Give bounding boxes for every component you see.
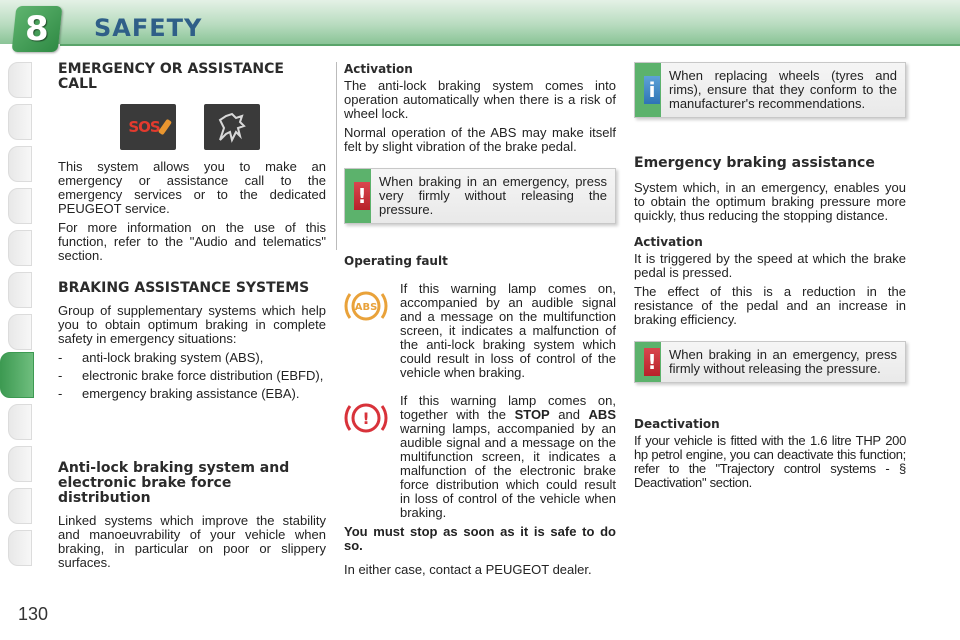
brake-lamp-label: ! [362, 409, 370, 428]
chapter-tab[interactable] [8, 530, 32, 566]
chapter-tab[interactable] [8, 488, 32, 524]
chapter-number: 8 [25, 9, 49, 49]
fault-paragraph-1: If this warning lamp comes on, accompanied by an audible signal and a message on the multifunction screen, it indicates a malfunction of the anti-lock braking system which could result in loss of control of the vehicle when braking. [400, 281, 616, 380]
ebfd-fault-block [344, 394, 616, 520]
eba-activation-paragraph-1: It is triggered by the speed at which the brake pedal is pressed. [634, 251, 906, 280]
column-right [634, 62, 906, 495]
chapter-tab[interactable] [8, 62, 32, 98]
chapter-tab[interactable] [8, 404, 32, 440]
chapter-tab-active[interactable] [0, 352, 34, 398]
column-divider [336, 62, 337, 250]
peugeot-lion-icon [204, 104, 260, 150]
section-title-eba: Emergency braking assistance [634, 155, 875, 171]
activation-title: Activation [344, 62, 413, 76]
info-tag [635, 63, 661, 117]
must-stop-text: You must stop as soon as it is safe to do so. [344, 524, 616, 553]
chapter-tab[interactable] [8, 446, 32, 482]
chapter-badge [12, 6, 63, 52]
list-item: - anti-lock braking system (ABS), [58, 351, 326, 365]
section-title-abs: Anti-lock braking system and electronic brake force distribution [58, 460, 290, 506]
chapter-tab[interactable] [8, 230, 32, 266]
fault-text: and [549, 407, 589, 422]
info-icon: i [644, 76, 660, 104]
chapter-tab[interactable] [8, 272, 32, 308]
emergency-paragraph-1: This system allows you to make an emergency or assistance call to the emergency services or to the dedicated PEUGEOT service. [58, 159, 326, 216]
eba-activation-paragraph-2: The effect of this is a reduction in the resistance of the pedal and an increase in braking efficiency. [634, 284, 906, 327]
warning-note-text: When braking in an emergency, press firmly without releasing the pressure. [669, 347, 897, 376]
abs-warning-lamp-icon [344, 286, 388, 326]
column-middle [344, 62, 616, 582]
info-note [634, 62, 906, 118]
page-title: SAFETY [94, 14, 203, 42]
exclamation-icon: ! [354, 182, 370, 210]
warning-note-text: When braking in an emergency, press very firmly without releasing the pressure. [379, 174, 607, 217]
eba-activation-title: Activation [634, 235, 703, 249]
abs-fault-block [344, 282, 616, 380]
chapter-tab[interactable] [8, 188, 32, 224]
exclamation-icon: ! [644, 348, 660, 376]
abs-lamp-label: ABS [354, 302, 378, 313]
braking-systems-list [58, 351, 326, 401]
chapter-tab[interactable] [8, 104, 32, 140]
chapter-tab[interactable] [8, 314, 32, 350]
deactivation-paragraph-1: If your vehicle is fitted with the 1.6 litre THP 200 hp petrol engine, you can deactivate this function; refer to the "Trajectory control systems - § Deactivation" section. [634, 433, 906, 490]
lion-logo-icon [212, 110, 252, 144]
sos-label: SOS [128, 118, 160, 136]
section-title-emergency: EMERGENCY OR ASSISTANCE CALL [58, 61, 284, 92]
deactivation-title: Deactivation [634, 417, 720, 431]
operating-fault-title: Operating fault [344, 254, 448, 268]
page-number: 130 [18, 604, 49, 624]
warning-note [344, 168, 616, 224]
section-title-braking: BRAKING ASSISTANCE SYSTEMS [58, 280, 310, 296]
list-item: - emergency braking assistance (EBA). [58, 387, 326, 401]
braking-paragraph-1: Group of supplementary systems which help you to obtain optimum braking in complete safety in emergency situations: [58, 303, 326, 346]
activation-paragraph-2: Normal operation of the ABS may make itself felt by slight vibration of the brake pedal. [344, 125, 616, 154]
header-divider [60, 44, 960, 46]
brake-warning-lamp-icon [344, 398, 388, 438]
eba-paragraph-1: System which, in an emergency, enables you to obtain the optimum braking pressure more quickly, thus reducing the stopping distance. [634, 180, 906, 223]
stop-label: STOP [514, 407, 550, 422]
column-left [58, 62, 326, 575]
abs-label: ABS [588, 407, 616, 422]
activation-paragraph-1: The anti-lock braking system comes into operation automatically when there is a risk of wheel lock. [344, 78, 616, 121]
emergency-paragraph-2: For more information on the use of this function, refer to the "Audio and telematics" section. [58, 220, 326, 263]
emergency-icons [120, 104, 326, 150]
fault-text: If this warning lamp comes on, together with the [400, 393, 616, 422]
info-note-text: When replacing wheels (tyres and rims), ensure that they conform to the manufacturer's recommendations. [669, 68, 897, 111]
chapter-tabs [0, 62, 34, 582]
warning-tag [345, 169, 371, 223]
warning-note [634, 341, 906, 383]
abs-paragraph-1: Linked systems which improve the stability and manoeuvrability of your vehicle when braking, in particular on poor or slippery surfaces. [58, 513, 326, 570]
chapter-tab[interactable] [8, 146, 32, 182]
list-item: - electronic brake force distribution (EBFD), [58, 369, 326, 383]
fault-paragraph-2 [400, 394, 616, 520]
fault-text: warning lamps, accompanied by an audible signal and a message on the multifunction screen, it indicates a malfunction of the electronic brake force distribution which could result in loss of control of the vehicle when braking. [400, 421, 616, 520]
contact-dealer-text: In either case, contact a PEUGEOT dealer. [344, 562, 592, 577]
warning-tag [635, 342, 661, 382]
sos-button-icon [120, 104, 176, 150]
